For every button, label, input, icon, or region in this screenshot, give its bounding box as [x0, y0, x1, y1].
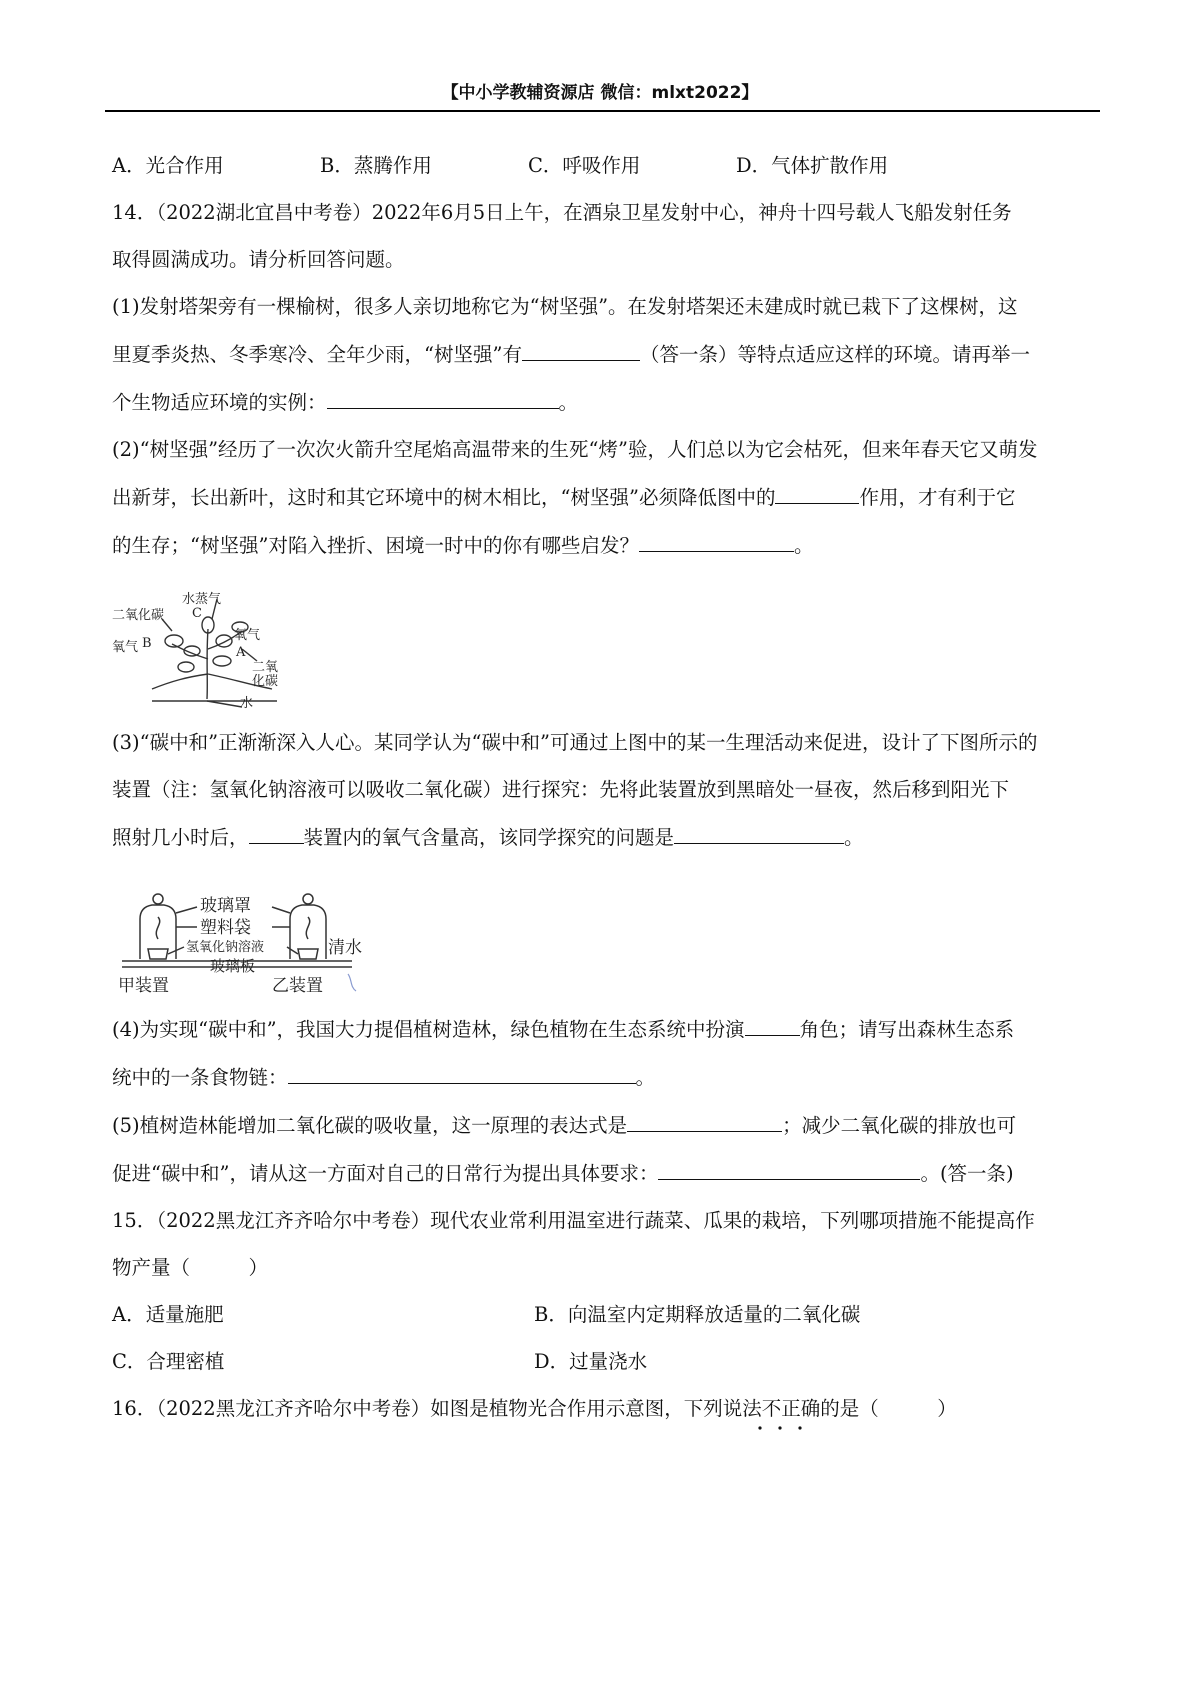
fig1-label-co2: 二氧化碳 [112, 608, 165, 623]
q13-option-d: D．气体扩散作用 [736, 154, 889, 177]
q13-option-c: C．呼吸作用 [528, 154, 641, 177]
q16-stem [112, 1393, 1100, 1424]
q14-stem-line-1: 14．（2022湖北宜昌中考卷）2022年6月5日上午，在酒泉卫星发射中心，神舟十四号载人飞船发射任务 [112, 201, 1012, 224]
q14-p1-line-1: (1)发射塔架旁有一棵榆树，很多人亲切地称它为“树坚强”。在发射塔架还未建成时就已栽下了这棵树，这 [112, 295, 1018, 318]
q14-p2-text-d: 。 [793, 534, 814, 557]
q14-p4-text-d: 。 [635, 1066, 656, 1089]
q14-p5-text-c: 促进“碳中和”，请从这一方面对自己的日常行为提出具体要求： [112, 1162, 659, 1185]
q14-p3-line-3 [112, 821, 1100, 853]
q14-p4-text-b: 角色；请写出森林生态系 [799, 1018, 1015, 1041]
answer-blank[interactable] [639, 529, 794, 552]
q14-part-1 [112, 291, 1100, 418]
q15-option-a: A．适量施肥 [112, 1303, 224, 1326]
q14-p4-line-1 [112, 1013, 1100, 1045]
q14-p1-text-c: 个生物适应环境的实例： [112, 391, 327, 414]
q14-p4-text-a: (4)为实现“碳中和”，我国大力提倡植树造林，绿色植物在生态系统中扮演 [112, 1018, 745, 1041]
q14-p4-text-c: 统中的一条食物链： [112, 1066, 288, 1089]
header-divider [105, 110, 1100, 112]
fig2-label-glass-cover: 玻璃罩 [200, 896, 251, 916]
q15-option-c: C．合理密植 [112, 1350, 225, 1373]
answer-blank[interactable] [288, 1061, 636, 1084]
q14-p5-text-a: (5)植树造林能增加二氧化碳的吸收量，这一原理的表达式是 [112, 1114, 628, 1137]
q14-p2-text-b: 作用，才有利于它 [859, 486, 1016, 509]
q14-p1-text-a: 里夏季炎热、冬季寒冷、全年少雨，“树坚强”有 [112, 343, 522, 366]
emphasis-dots [750, 1423, 810, 1433]
q14-p1-text-b: （答一条）等特点适应这样的环境。请再举一 [639, 343, 1030, 366]
q14-p3-text-a: 照射几小时后， [112, 826, 249, 849]
answer-blank[interactable] [658, 1157, 920, 1180]
q14-part-2 [112, 434, 1100, 561]
answer-blank[interactable] [249, 821, 304, 844]
q14-p2-line-1: (2)“树坚强”经历了一次次火箭升空尾焰高温带来的生死“烤”验，人们总以为它会枯死，但来年春天它又萌发 [112, 438, 1038, 461]
q14-stem-line-2: 取得圆满成功。请分析回答问题。 [112, 248, 405, 271]
q14-p2-line-2 [112, 481, 1100, 513]
answer-blank[interactable] [674, 821, 844, 844]
q15-options-row-2 [112, 1346, 1100, 1377]
q14-part-4 [112, 1013, 1100, 1093]
fig1-label-b: B [142, 636, 152, 651]
q14-p5-line-1 [112, 1109, 1100, 1141]
q13-option-b: B．蒸腾作用 [320, 154, 432, 177]
q13-options [112, 150, 1100, 181]
q14-p4-line-2 [112, 1061, 1100, 1093]
q14-stem [112, 197, 1100, 275]
q14-p2-text-a: 出新芽，长出新叶，这时和其它环境中的树木相比，“树坚强”必须降低图中的 [112, 486, 776, 509]
fig2-label-device-jia: 甲装置 [118, 976, 169, 996]
fig2-label-device-yi: 乙装置 [272, 976, 323, 996]
apparatus-diagram-svg [112, 879, 382, 999]
page-content [112, 150, 1100, 1424]
q13-option-a: A．光合作用 [112, 154, 224, 177]
q14-p5-text-d: 。(答一条) [920, 1162, 1014, 1185]
q14-p2-text-c: 的生存；“树坚强”对陷入挫折、困境一时中的你有哪些启发？ [112, 534, 639, 557]
answer-blank[interactable] [522, 338, 640, 361]
q15-options-row-1 [112, 1299, 1100, 1330]
fig1-label-a: A [236, 645, 246, 660]
q14-p1-line-2 [112, 338, 1100, 370]
plant-diagram-svg [112, 589, 312, 709]
fig1-label-water: 水 [240, 696, 254, 709]
fig2-scribble-mark [348, 974, 356, 991]
answer-blank[interactable] [745, 1013, 800, 1036]
q14-p1-text-d: 。 [558, 391, 579, 414]
q14-p3-text-c: 。 [844, 826, 864, 849]
q15-stem-line-2: 物产量（ ） [112, 1256, 269, 1279]
q14-p1-line-3 [112, 386, 1100, 418]
plant-diagram [112, 589, 312, 709]
answer-blank[interactable] [775, 481, 859, 504]
fig2-label-plastic-bag: 塑料袋 [200, 918, 251, 938]
q14-part-3 [112, 727, 1100, 853]
answer-blank[interactable] [627, 1109, 782, 1132]
fig2-label-glass-plate: 玻璃板 [210, 957, 256, 975]
fig2-label-clear-water: 清水 [328, 938, 362, 958]
q14-p2-line-3 [112, 529, 1100, 561]
page-header: 【中小学教辅资源店 微信：mlxt2022】 [441, 83, 759, 103]
fig1-label-c: C [192, 606, 202, 621]
q15-stem-line-1: 15．（2022黑龙江齐齐哈尔中考卷）现代农业常利用温室进行蔬菜、瓜果的栽培，下列哪项措施不能提高作 [112, 1209, 1035, 1232]
q16-stem-line: 16．（2022黑龙江齐齐哈尔中考卷）如图是植物光合作用示意图，下列说法不正确的是（ ） [112, 1397, 957, 1420]
fig1-label-oxygen-left: 氧气 [112, 640, 139, 655]
q14-p3-line-2: 装置（注：氢氧化钠溶液可以吸收二氧化碳）进行探究：先将此装置放到黑暗处一昼夜，然后移到阳光下 [112, 778, 1010, 801]
fig2-label-naoh-solution: 氢氧化钠溶液 [186, 940, 265, 955]
q14-part-5 [112, 1109, 1100, 1189]
q14-p5-line-2 [112, 1157, 1100, 1189]
q15-option-b: B．向温室内定期释放适量的二氧化碳 [534, 1303, 861, 1326]
q14-p5-text-b: ；减少二氧化碳的排放也可 [782, 1114, 1017, 1137]
fig1-label-water-vapor: 水蒸气 [182, 592, 222, 607]
answer-blank[interactable] [327, 386, 559, 409]
q14-p3-text-b: 装置内的氧气含量高，该同学探究的问题是 [303, 826, 675, 849]
q15-stem [112, 1205, 1100, 1283]
fig1-label-oxygen-right: 氧气 [234, 628, 261, 643]
apparatus-diagram [112, 879, 382, 999]
fig1-label-co2-right-1: 二氧 [252, 660, 279, 675]
q14-p3-line-1: (3)“碳中和”正渐渐深入人心。某同学认为“碳中和”可通过上图中的某一生理活动来促进，设计了下图所示的 [112, 731, 1038, 754]
fig1-label-co2-right-2: 化碳 [252, 674, 279, 689]
q15-option-d: D．过量浇水 [534, 1350, 648, 1373]
